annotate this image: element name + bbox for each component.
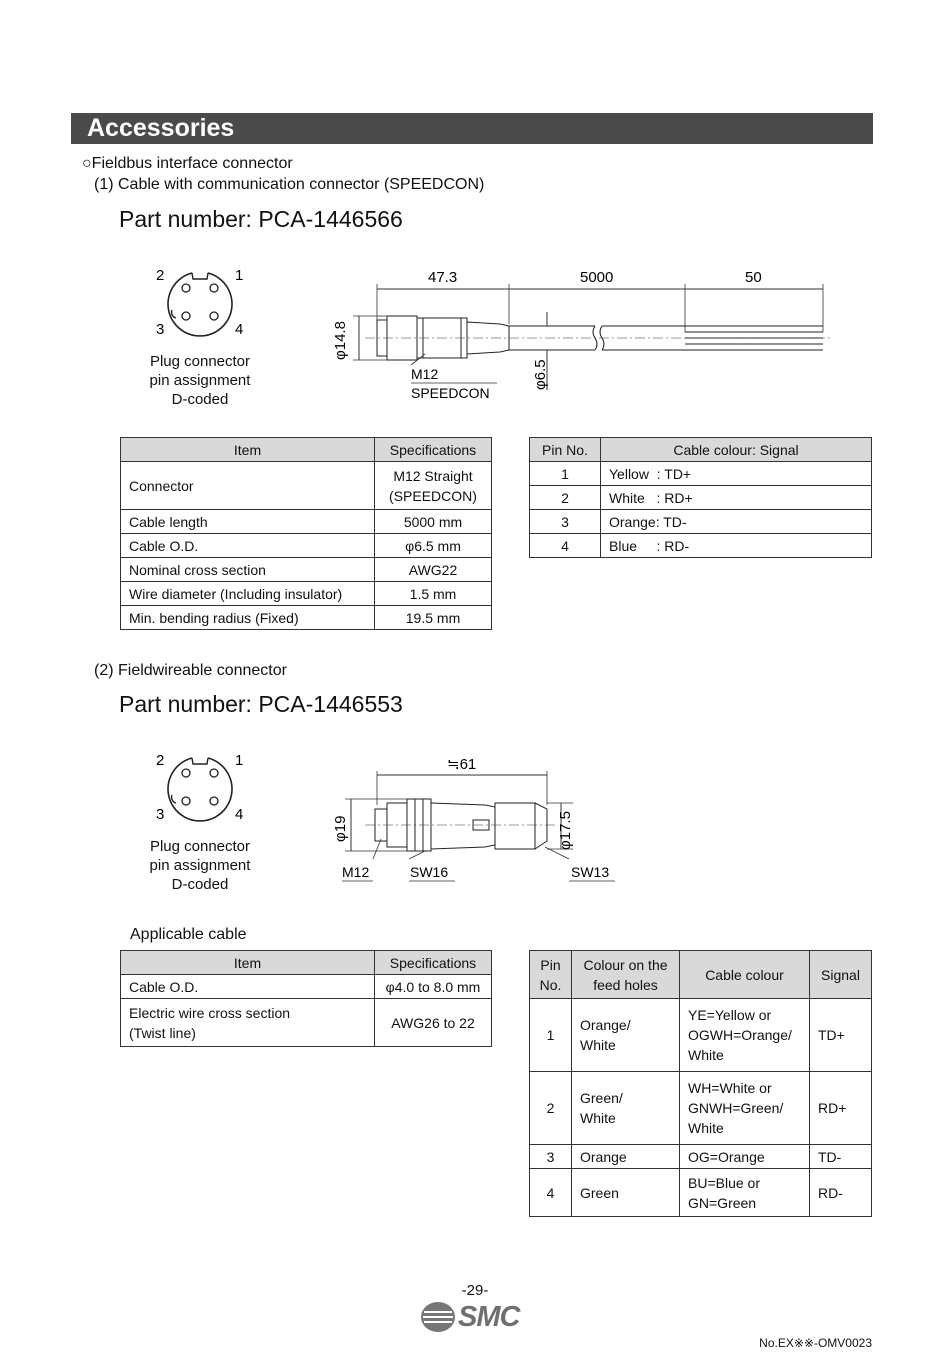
spec-table-applicable-cable: Item Specifications Cable O.D. φ4.0 to 8.0 mm Electric wire cross section (Twist line) AWG26 to 22 <box>120 950 492 1047</box>
pin-label-2: 2 <box>156 752 165 769</box>
label-speedcon: SPEEDCON <box>411 385 490 401</box>
pin-label-4: 4 <box>235 806 244 823</box>
pin-diagram-2 <box>140 747 260 825</box>
pin-caption-2: Plug connector pin assignment D-coded <box>149 838 251 893</box>
item2-part-number: Part number: PCA-1446553 <box>119 691 403 717</box>
section-banner: Accessories <box>71 113 873 144</box>
document-number: No.EX※※-OMV0023 <box>759 1336 872 1350</box>
label-m12: M12 <box>342 864 370 880</box>
pin-label-3: 3 <box>156 321 165 338</box>
pin-diagram-1 <box>140 262 260 340</box>
item2-title: (2) Fieldwireable connector <box>94 662 287 679</box>
label-sw13: SW13 <box>571 864 610 880</box>
dim-length: ≒61 <box>447 756 477 773</box>
dim-phi-17-5: φ17.5 <box>557 811 574 850</box>
dim-phi-19: φ19 <box>332 815 349 842</box>
page-number: -29- <box>461 1282 489 1299</box>
dim-phi-14-8: φ14.8 <box>332 321 349 360</box>
smc-logo <box>420 1300 530 1334</box>
pin-caption-1: Plug connector pin assignment D-coded <box>149 353 251 408</box>
applicable-cable-label: Applicable cable <box>130 926 247 943</box>
dim-47-3: 47.3 <box>428 269 458 286</box>
label-m12: M12 <box>411 366 439 382</box>
dim-phi-6-5: φ6.5 <box>532 359 549 390</box>
pin-label-2: 2 <box>156 267 165 284</box>
smc-logo-mark <box>420 1300 456 1334</box>
item1-title: (1) Cable with communication connector (SPEEDCON) <box>94 176 485 193</box>
pin-label-4: 4 <box>235 321 244 338</box>
dim-50: 50 <box>745 269 762 286</box>
pin-table-feed-holes: Pin No. Colour on the feed holes Cable colour Signal 1 Orange/ White YE=Yellow or OGWH=Orange/ White TD+ 2 Green/ White WH=White or GNWH=Green/ White RD+ 3 Orange OG=Orange TD- 4 Green BU=Blue or GN=Green RD- <box>529 950 872 1217</box>
pin-table-cable: Pin No. Cable colour: Signal 1 Yellow : TD+ 2 White : RD+ 3 Orange: TD- 4 Blue : RD- <box>529 437 872 558</box>
item1-part-number: Part number: PCA-1446566 <box>119 206 403 232</box>
pin-label-3: 3 <box>156 806 165 823</box>
connector-drawing-2 <box>325 747 625 887</box>
section-heading: ○Fieldbus interface connector <box>82 155 293 172</box>
label-sw16: SW16 <box>410 864 449 880</box>
cable-drawing-1 <box>325 262 845 407</box>
pin-label-1: 1 <box>235 267 244 284</box>
dim-5000: 5000 <box>580 269 614 286</box>
brand-text: SMC <box>458 1301 520 1333</box>
pin-label-1: 1 <box>235 752 244 769</box>
spec-table-cable: Item Specifications Connector M12 Straight (SPEEDCON) Cable length 5000 mm Cable O.D. φ6.5 mm Nominal cross section AWG22 Wire diameter (Including insulator) 1.5 mm Min. bending radius (Fixed) 19.5 mm <box>120 437 492 630</box>
